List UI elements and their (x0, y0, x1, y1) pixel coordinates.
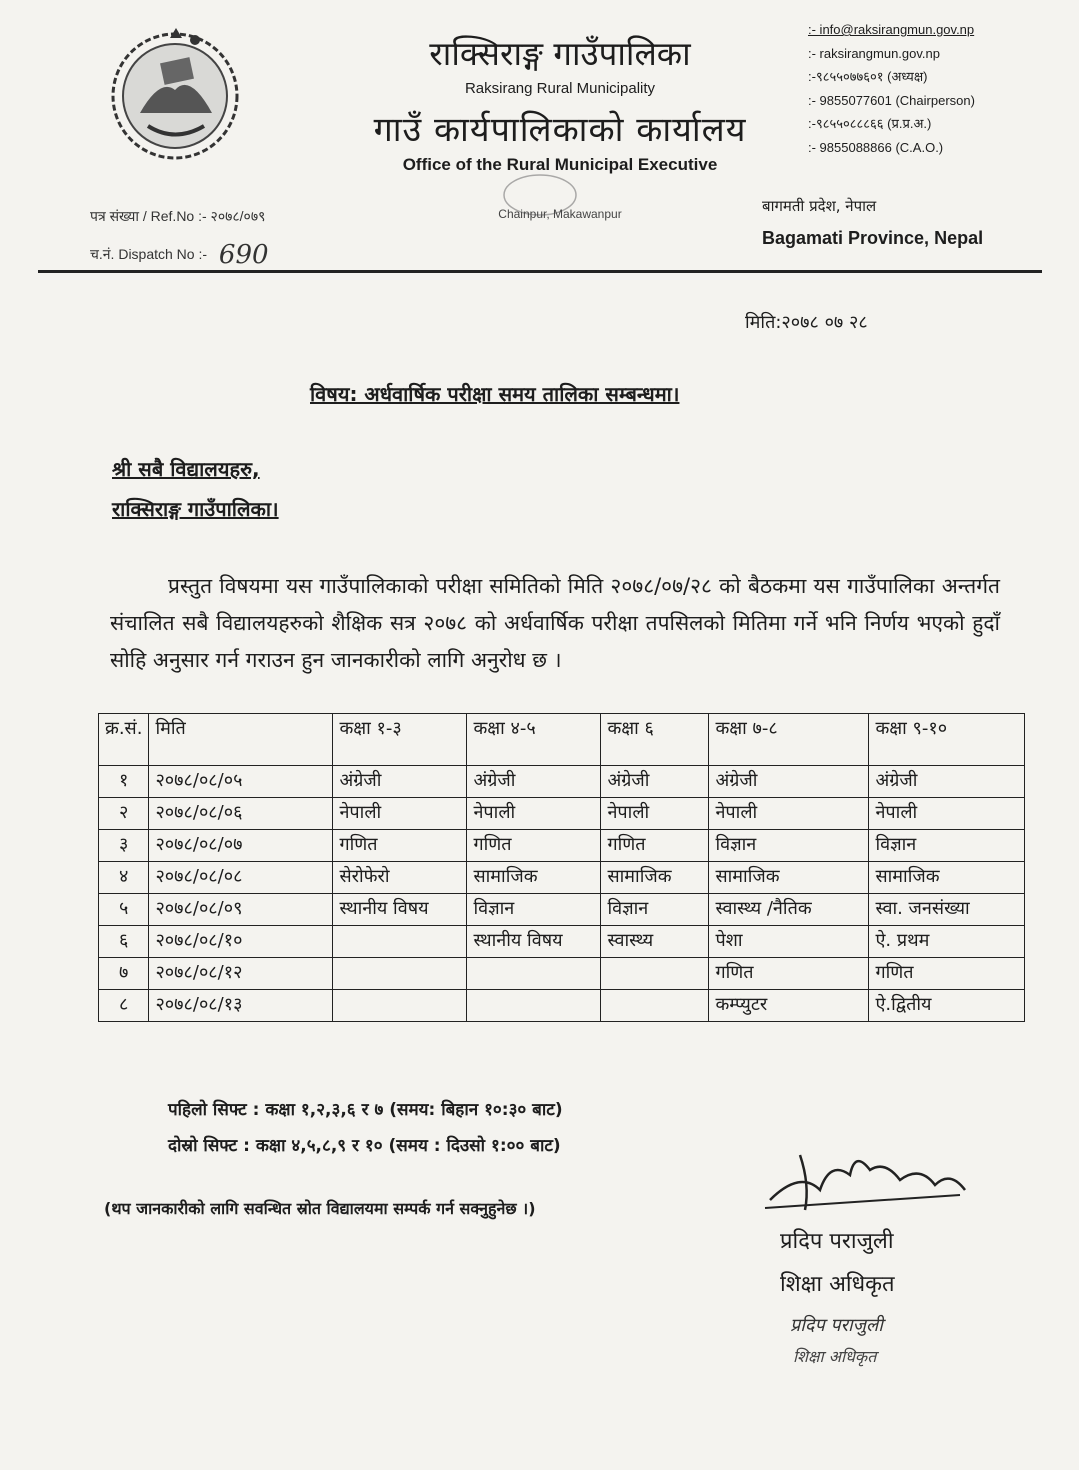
table-cell: नेपाली (467, 798, 601, 830)
table-row (99, 798, 1025, 830)
table-cell: ५ (99, 894, 149, 926)
table-row (99, 862, 1025, 894)
table-cell: नेपाली (709, 798, 869, 830)
table-cell: २०७८/०८/१२ (149, 958, 333, 990)
table-cell: अंग्रेजी (467, 766, 601, 798)
exam-schedule-table (98, 713, 1025, 1022)
table-cell: नेपाली (333, 798, 467, 830)
table-cell (467, 958, 601, 990)
contact-chair-np: :-९८५५०७७६०१ (अध्यक्ष) (808, 69, 928, 84)
dispatch-value: 690 (218, 240, 269, 270)
province-np: बागमती प्रदेश, नेपाल (762, 197, 877, 215)
table-cell: विज्ञान (709, 830, 869, 862)
table-header-cell: कक्षा ४-५ (467, 714, 601, 766)
table-cell: २०७८/०८/०५ (149, 766, 333, 798)
table-header-cell: कक्षा १-३ (333, 714, 467, 766)
table-cell: सामाजिक (467, 862, 601, 894)
dispatch-label: च.नं. Dispatch No :- (90, 246, 208, 262)
table-cell: सेरोफेरो (333, 862, 467, 894)
table-cell: गणित (467, 830, 601, 862)
table-cell: १ (99, 766, 149, 798)
table-header-cell: कक्षा ६ (601, 714, 709, 766)
table-cell: विज्ञान (601, 894, 709, 926)
office-name-np: गाउँ कार्यपालिकाको कार्यालय (373, 110, 747, 150)
signatory-name: प्रदिप पराजुली (780, 1229, 894, 1254)
table-cell: विज्ञान (869, 830, 1025, 862)
table-cell: अंग्रेजी (601, 766, 709, 798)
table-cell: ६ (99, 926, 149, 958)
table-cell: विज्ञान (467, 894, 601, 926)
table-cell: ३ (99, 830, 149, 862)
table-cell: कम्प्युटर (709, 990, 869, 1022)
signature-icon (760, 1140, 1000, 1220)
table-cell: ८ (99, 990, 149, 1022)
contact-block (808, 18, 1068, 159)
contact-chair-en: :- 9855077601 (Chairperson) (808, 92, 975, 108)
table-cell: गणित (869, 958, 1025, 990)
table-header-cell: मिति (149, 714, 333, 766)
footer-note: (थप जानकारीको लागि सवन्धित स्रोत विद्यालयमा सम्पर्क गर्न सक्नुहुनेछ ।) (104, 1199, 536, 1218)
header-divider (38, 270, 1042, 273)
contact-cao-np: :-९८५५०८८८६६ (प्र.प्र.अ.) (808, 116, 932, 131)
addressee-line-2: राक्सिराङ्ग गाउँपालिका। (112, 497, 279, 521)
table-cell: स्वा. जनसंख्या (869, 894, 1025, 926)
municipality-name-en: Raksirang Rural Municipality (464, 80, 656, 97)
table-cell: पेशा (709, 926, 869, 958)
ref-label: पत्र संख्या / Ref.No :- (90, 208, 207, 224)
table-cell: २०७८/०८/०७ (149, 830, 333, 862)
table-cell: अंग्रेजी (709, 766, 869, 798)
table-cell: सामाजिक (709, 862, 869, 894)
table-cell (601, 990, 709, 1022)
table-header-cell: कक्षा ९-१० (869, 714, 1025, 766)
letter-subject: विषय: अर्धवार्षिक परीक्षा समय तालिका सम्बन्धमा। (310, 382, 680, 406)
table-cell: स्वास्थ्य (601, 926, 709, 958)
table-header-cell: कक्षा ७-८ (709, 714, 869, 766)
table-cell: ७ (99, 958, 149, 990)
table-cell: सामाजिक (869, 862, 1025, 894)
table-cell: २०७८/०८/०८ (149, 862, 333, 894)
ref-number (90, 207, 265, 226)
table-cell: स्वास्थ्य /नैतिक (709, 894, 869, 926)
table-cell: २०७८/०८/०९ (149, 894, 333, 926)
first-shift: पहिलो सिफ्ट : कक्षा १,२,३,६ र ७ (समय: बिहान १०:३० बाट) (168, 1100, 563, 1120)
letter-body: प्रस्तुत विषयमा यस गाउँपालिकाको परीक्षा समितिको मिति २०७८/०७/२८ को बैठकमा यस गाउँपालिका अन्तर्गत संचालित सबै विद्यालयहरुको शैक्षिक सत्र २०७८ को अर्धवार्षिक परीक्षा तपसिलको मितिमा गर्ने भनि निर्णय भएको हुदाँ सोहि अनुसार गर्न गराउन हुन जानकारीको लागि अनुरोध छ । (110, 574, 1000, 672)
table-cell (333, 990, 467, 1022)
table-cell: अंग्रेजी (333, 766, 467, 798)
table-cell: ४ (99, 862, 149, 894)
table-header-row (99, 714, 1025, 766)
table-cell: २०७८/०८/०६ (149, 798, 333, 830)
table-cell: नेपाली (601, 798, 709, 830)
table-row (99, 990, 1025, 1022)
table-row (99, 894, 1025, 926)
ref-value: २०७८/०७९ (210, 208, 266, 224)
contact-website: :- raksirangmun.gov.np (808, 45, 940, 61)
municipality-name-np: राक्सिराङ्ग गाउँपालिका (429, 34, 691, 73)
table-cell (333, 926, 467, 958)
table-cell (601, 958, 709, 990)
table-cell: २०७८/०८/१० (149, 926, 333, 958)
table-cell: २०७८/०८/१३ (149, 990, 333, 1022)
second-shift: दोस्रो सिफ्ट : कक्षा ४,५,८,९ र १० (समय : दिउसो १:०० बाट) (168, 1136, 561, 1156)
nepal-emblem-icon (100, 18, 250, 168)
table-cell: गणित (601, 830, 709, 862)
table-cell: ऐ.द्वितीय (869, 990, 1025, 1022)
letter-date: मिति:२०७८ ०७ २८ (745, 312, 868, 333)
table-row (99, 830, 1025, 862)
table-cell: २ (99, 798, 149, 830)
table-cell: ऐ. प्रथम (869, 926, 1025, 958)
table-cell: गणित (709, 958, 869, 990)
province-en: Bagamati Province, Nepal (762, 228, 984, 248)
table-cell: स्थानीय विषय (467, 926, 601, 958)
stamp-name: प्रदिप पराजुली (790, 1315, 883, 1336)
table-cell: अंग्रेजी (869, 766, 1025, 798)
office-location: Chainpur, Makawanpur (498, 207, 622, 221)
signatory-title: शिक्षा अधिकृत (780, 1272, 895, 1297)
dispatch-number (90, 240, 269, 270)
contact-email: :- info@raksirangmun.gov.np (808, 22, 975, 37)
table-cell (333, 958, 467, 990)
stamp-title: शिक्षा अधिकृत (793, 1347, 877, 1366)
office-name-en: Office of the Rural Municipal Executive (402, 155, 718, 174)
contact-cao-en: :- 9855088866 (C.A.O.) (808, 139, 944, 155)
table-row (99, 766, 1025, 798)
table-cell: स्थानीय विषय (333, 894, 467, 926)
table-cell: सामाजिक (601, 862, 709, 894)
table-header-cell: क्र.सं. (99, 714, 149, 766)
addressee-line-1: श्री सबै विद्यालयहरु, (112, 457, 260, 481)
table-row (99, 926, 1025, 958)
table-cell: गणित (333, 830, 467, 862)
table-cell: नेपाली (869, 798, 1025, 830)
table-cell (467, 990, 601, 1022)
table-row (99, 958, 1025, 990)
